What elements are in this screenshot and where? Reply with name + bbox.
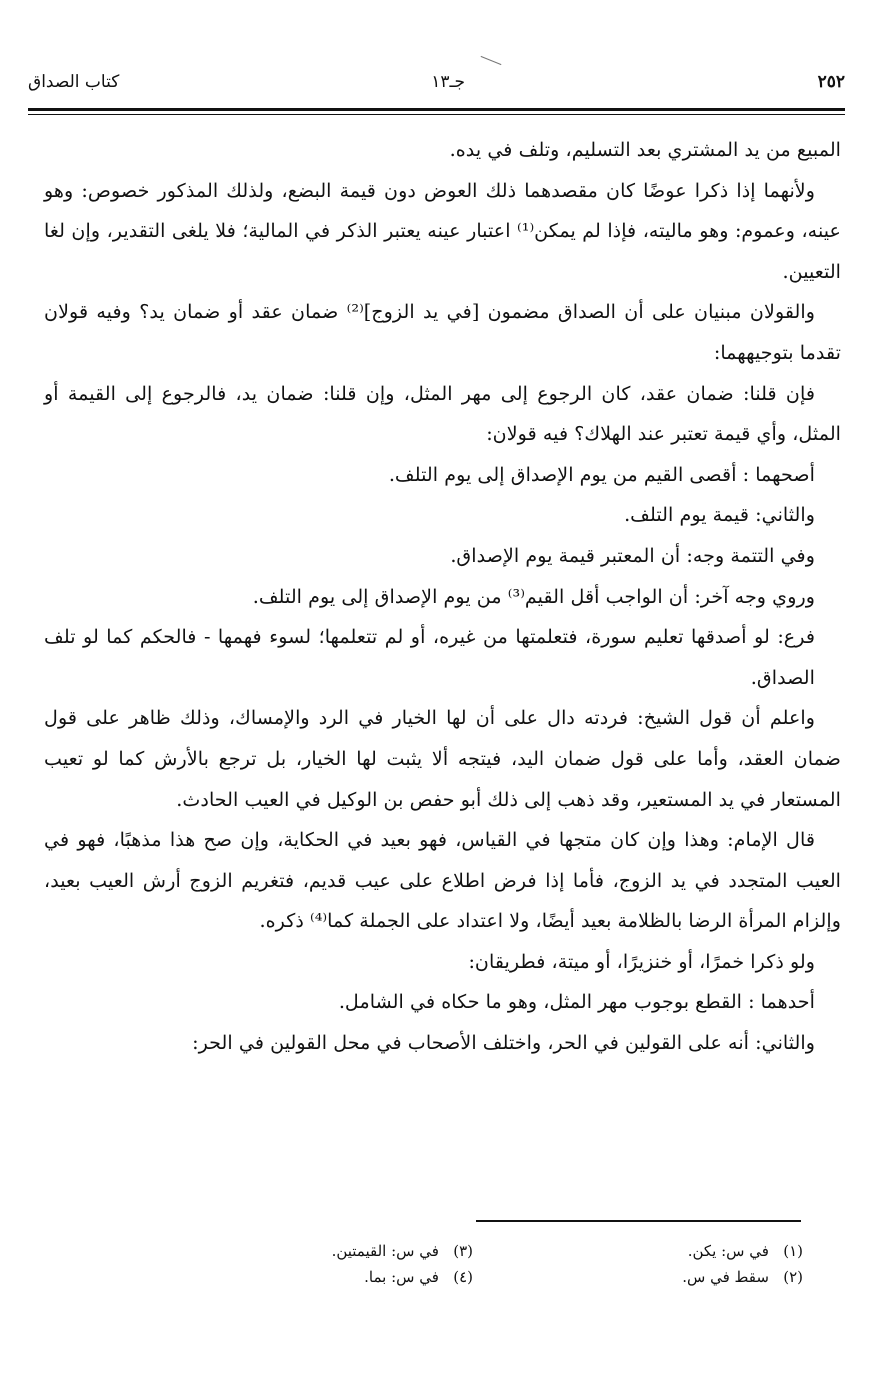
paragraph: واعلم أن قول الشيخ: فردته دال على أن لها الخيار في الرد والإمساك، وذلك ظاهر على قول ضمان العقد، وأما على قول ضمان اليد، فيتجه ألا يثبت لها الخيار، بل ترجع بالأرش كما لو تعيب المستعار في يد المستعير، وقد ذهب إلى ذلك أبو حفص بن الوكيل في العيب الحادث. [44, 706, 841, 811]
paragraph: والثاني: أنه على القولين في الحر، واختلف الأصحاب في محل القولين في الحر: [192, 1031, 815, 1055]
footnote-number: (٣) [453, 1242, 473, 1260]
page-number: ٢٥٢ [817, 72, 845, 92]
paragraph: المبيع من يد المشتري بعد التسليم، وتلف في يده. [449, 138, 841, 161]
volume-label: جـ١٣ [431, 72, 465, 92]
footnote-2 [503, 1264, 803, 1290]
footnote-column-left [173, 1238, 473, 1290]
main-text [44, 130, 841, 1064]
paragraph: ولو ذكرا خمرًا، أو خنزيرًا، أو ميتة، فطريقان: [468, 949, 815, 973]
footnote-4 [173, 1264, 473, 1290]
book-title: كتاب الصداق [28, 72, 120, 92]
header-rule-thick [28, 108, 845, 111]
footnote-text: في س: بما. [364, 1268, 439, 1286]
paragraph: والقولان مبنيان على أن الصداق مضمون [في يد الزوج]⁽²⁾ ضمان عقد أو ضمان يد؟ وفيه قولان تقدما بتوجيههما: [44, 300, 841, 364]
running-header [28, 72, 845, 102]
scan-mark [481, 56, 502, 65]
paragraph: فإن قلنا: ضمان عقد، كان الرجوع إلى مهر المثل، وإن قلنا: ضمان يد، فالرجوع إلى القيمة أو المثل، وأي قيمة تعتبر عند الهلاك؟ فيه قولان: [44, 381, 841, 446]
footnote-number: (١) [783, 1242, 803, 1260]
footnote-1 [503, 1238, 803, 1264]
paragraph: ولأنهما إذا ذكرا عوضًا كان مقصدهما ذلك العوض دون قيمة البضع، ولذلك المذكور خصوص: وهو عينه، وعموم: وهو ماليته، فإذا لم يمكن⁽¹⁾ اعتبار عينه يعتبر الذكر في المالية؛ فلا يلغى التقدير، وإن لغا التعيين. [44, 178, 841, 283]
footnote-3 [173, 1238, 473, 1264]
footnote-column-right [503, 1238, 803, 1290]
header-rule-thin [28, 114, 845, 115]
paragraph: والثاني: قيمة يوم التلف. [624, 503, 815, 527]
paragraph: أحدهما : القطع بوجوب مهر المثل، وهو ما حكاه في الشامل. [338, 990, 815, 1014]
paragraph: قال الإمام: وهذا وإن كان متجها في القياس، فهو بعيد في الحكاية، وإن صح هذا مذهبًا، فهو في العيب المتجدد في يد الزوج، فأما إذا فرض اطلاع على عيب قديم، فتغريم الزوج أرش العيب بعيد، وإلزام المرأة الرضا بالظلامة بعيد أيضًا، ولا اعتداد على الجملة كما⁽⁴⁾ ذكره. [44, 828, 841, 933]
paragraph: وروي وجه آخر: أن الواجب أقل القيم⁽³⁾ من يوم الإصداق إلى يوم التلف. [252, 584, 815, 608]
footnote-number: (٤) [453, 1268, 473, 1286]
footnote-text: في س: يكن. [687, 1242, 769, 1260]
footnote-text: في س: القيمتين. [331, 1242, 439, 1260]
paragraph: فرع: لو أصدقها تعليم سورة، فتعلمتها من غيره، أو لم تتعلمها؛ لسوء فهمها - فالحكم كما لو تلف الصداق. [44, 625, 815, 689]
footnote-number: (٢) [783, 1268, 803, 1286]
footnote-rule [476, 1220, 801, 1222]
paragraph: وفي التتمة وجه: أن المعتبر قيمة يوم الإصداق. [450, 543, 815, 567]
paragraph: أصحهما : أقصى القيم من يوم الإصداق إلى يوم التلف. [388, 462, 815, 486]
footnote-text: سقط في س. [682, 1268, 769, 1286]
